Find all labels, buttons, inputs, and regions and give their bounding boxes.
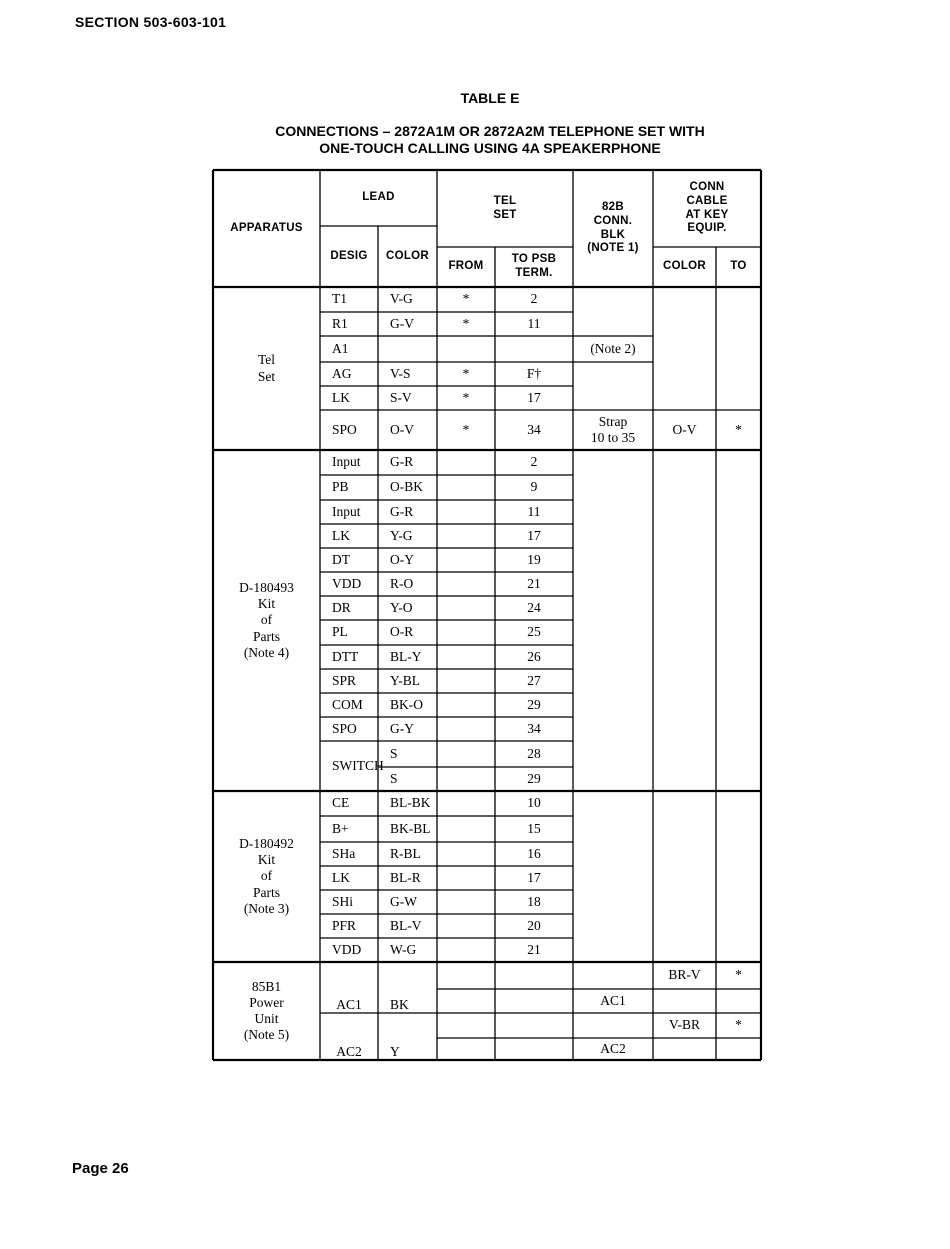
from-cell bbox=[437, 791, 495, 816]
to-psb-cell: 17 bbox=[527, 527, 541, 543]
desig-cell: VDD bbox=[332, 941, 362, 957]
header-color: COLOR bbox=[385, 249, 430, 262]
table-title-line1: CONNECTIONS – 2872A1M OR 2872A2M TELEPHONE SET WITH bbox=[275, 123, 705, 139]
to-psb-cell: 29 bbox=[527, 770, 541, 786]
to-psb-cell: 11 bbox=[527, 315, 541, 331]
color-cell: BL-Y bbox=[390, 648, 422, 664]
conn-strap: Strap 10 to 35 bbox=[590, 413, 636, 445]
desig-cell: SHi bbox=[332, 893, 354, 909]
section-number: SECTION 503-603-101 bbox=[75, 14, 227, 30]
from-cell bbox=[437, 866, 495, 890]
spo-cable-to: * bbox=[735, 421, 742, 437]
color-cell bbox=[378, 336, 437, 362]
to-psb-cell: 9 bbox=[530, 479, 538, 495]
desig-cell: T1 bbox=[332, 291, 347, 307]
to-psb-cell: 34 bbox=[527, 421, 541, 437]
header-lead: LEAD bbox=[362, 191, 395, 204]
to-psb-cell: 18 bbox=[527, 893, 541, 909]
color-cell: S bbox=[390, 745, 398, 761]
color-cell: BL-R bbox=[390, 869, 421, 885]
to-psb-cell: 17 bbox=[527, 389, 541, 405]
from-cell bbox=[437, 914, 495, 938]
from-cell bbox=[437, 890, 495, 914]
color-cell: BK-BL bbox=[390, 820, 431, 836]
from-cell bbox=[437, 572, 495, 596]
color-cell: W-G bbox=[390, 941, 417, 957]
to-psb-cell: 10 bbox=[527, 795, 541, 811]
to-psb-cell: 2 bbox=[530, 454, 538, 470]
desig-cell: Input bbox=[332, 454, 361, 470]
to-psb-cell: 28 bbox=[527, 745, 541, 761]
color-cell: R-O bbox=[390, 575, 414, 591]
desig-cell: COM bbox=[332, 696, 363, 712]
header-cable-to: TO bbox=[730, 260, 747, 273]
header-to-psb: TO PSB TERM. bbox=[511, 253, 557, 279]
color-cell: G-R bbox=[390, 503, 414, 519]
desig-cell: SHa bbox=[332, 845, 356, 861]
color-cell: S-V bbox=[390, 389, 412, 405]
desig-cell: SPR bbox=[332, 672, 357, 688]
spo-cable-color: O-V bbox=[672, 421, 697, 437]
power-cable-color-2: V-BR bbox=[668, 1017, 700, 1033]
color-cell: O-Y bbox=[390, 551, 414, 567]
from-cell bbox=[437, 524, 495, 548]
to-psb-cell: 34 bbox=[527, 720, 541, 736]
to-psb-cell: 2 bbox=[530, 291, 538, 307]
desig-cell: R1 bbox=[332, 315, 348, 331]
power-conn-ac1: AC1 bbox=[600, 992, 626, 1008]
from-cell: * bbox=[462, 291, 470, 307]
from-cell bbox=[437, 717, 495, 741]
header-tel-set: TEL SET bbox=[493, 194, 517, 221]
color-cell: BL-BK bbox=[390, 795, 431, 811]
desig-cell: VDD bbox=[332, 575, 362, 591]
header-apparatus: APPARATUS bbox=[230, 221, 303, 234]
power-cable-color-1: BR-V bbox=[668, 967, 701, 983]
header-cable-color: COLOR bbox=[662, 260, 707, 273]
power-desig-ac2: AC2 bbox=[336, 1043, 362, 1059]
color-cell: G-R bbox=[390, 454, 414, 470]
color-cell: O-BK bbox=[390, 479, 423, 495]
desig-cell: PL bbox=[332, 624, 348, 640]
table-title-line2: ONE-TOUCH CALLING USING 4A SPEAKERPHONE bbox=[319, 140, 661, 156]
header-desig: DESIG bbox=[330, 249, 368, 262]
group-85b1: 85B1 Power Unit (Note 5) bbox=[243, 978, 290, 1043]
from-cell bbox=[437, 741, 495, 767]
table-label: TABLE E bbox=[460, 90, 520, 106]
to-psb-cell: 29 bbox=[527, 696, 541, 712]
switch-label: SWITCH bbox=[332, 757, 384, 773]
to-psb-cell: 17 bbox=[527, 869, 541, 885]
from-cell: * bbox=[462, 389, 470, 405]
desig-cell: CE bbox=[332, 795, 350, 811]
from-cell bbox=[437, 938, 495, 962]
desig-cell: AG bbox=[332, 365, 352, 381]
color-cell: S bbox=[390, 770, 398, 786]
from-cell bbox=[437, 620, 495, 645]
from-cell: * bbox=[462, 365, 470, 381]
color-cell: R-BL bbox=[390, 845, 421, 861]
header-82b-conn-blk: 82B CONN. BLK (NOTE 1) bbox=[587, 200, 639, 255]
desig-cell: DR bbox=[332, 599, 351, 615]
power-conn-ac2: AC2 bbox=[600, 1040, 626, 1056]
page-number: Page 26 bbox=[72, 1160, 129, 1177]
desig-cell: LK bbox=[332, 527, 350, 543]
to-psb-cell: F† bbox=[526, 365, 542, 381]
to-psb-cell: 25 bbox=[527, 624, 541, 640]
group-tel-set: Tel Set bbox=[257, 352, 276, 384]
color-cell: V-S bbox=[390, 365, 411, 381]
from-cell bbox=[437, 842, 495, 866]
desig-cell: SPO bbox=[332, 421, 357, 437]
desig-cell: SPO bbox=[332, 720, 357, 736]
desig-cell: LK bbox=[332, 389, 350, 405]
color-cell: O-V bbox=[390, 421, 414, 437]
header-from: FROM bbox=[448, 260, 484, 273]
power-desig-ac1: AC1 bbox=[336, 996, 362, 1012]
group-d180492: D-180492 Kit of Parts (Note 3) bbox=[239, 836, 294, 916]
header-conn-cable: CONN CABLE AT KEY EQUIP. bbox=[685, 180, 729, 235]
power-cable-to-1: * bbox=[735, 967, 742, 983]
desig-cell: A1 bbox=[332, 340, 349, 356]
color-cell: G-Y bbox=[390, 720, 414, 736]
to-psb-cell: 16 bbox=[527, 845, 541, 861]
to-psb-cell: 20 bbox=[527, 917, 541, 933]
from-cell bbox=[437, 645, 495, 669]
desig-cell: LK bbox=[332, 869, 350, 885]
to-psb-cell: 11 bbox=[527, 503, 541, 519]
conn-note2: (Note 2) bbox=[590, 340, 636, 356]
color-cell: Y-BL bbox=[390, 672, 420, 688]
desig-cell: DTT bbox=[332, 648, 359, 664]
to-psb-cell: 26 bbox=[527, 648, 541, 664]
to-psb-cell: 21 bbox=[527, 575, 541, 591]
to-psb-cell: 27 bbox=[527, 672, 541, 688]
to-psb-cell bbox=[495, 336, 573, 362]
from-cell bbox=[437, 693, 495, 717]
power-cable-to-2: * bbox=[735, 1017, 742, 1033]
to-psb-cell: 19 bbox=[527, 551, 541, 567]
desig-cell: B+ bbox=[332, 820, 349, 836]
from-cell bbox=[437, 548, 495, 572]
to-psb-cell: 15 bbox=[527, 820, 541, 836]
color-cell: O-R bbox=[390, 624, 414, 640]
desig-cell: DT bbox=[332, 551, 350, 567]
from-cell bbox=[437, 816, 495, 842]
from-cell: * bbox=[462, 421, 470, 437]
from-cell bbox=[437, 475, 495, 500]
power-color-ac2: Y bbox=[390, 1043, 400, 1059]
from-cell: * bbox=[462, 315, 470, 331]
from-cell bbox=[437, 450, 495, 475]
color-cell: BL-V bbox=[390, 917, 422, 933]
from-cell bbox=[437, 669, 495, 693]
color-cell: Y-O bbox=[390, 599, 413, 615]
color-cell: G-W bbox=[390, 893, 417, 909]
group-d180493: D-180493 Kit of Parts (Note 4) bbox=[239, 580, 294, 660]
desig-cell: PFR bbox=[332, 917, 357, 933]
to-psb-cell: 21 bbox=[527, 941, 541, 957]
from-cell bbox=[437, 336, 495, 362]
desig-cell: PB bbox=[332, 479, 349, 495]
from-cell bbox=[437, 767, 495, 791]
color-cell: Y-G bbox=[390, 527, 413, 543]
color-cell: V-G bbox=[390, 291, 413, 307]
desig-cell: Input bbox=[332, 503, 361, 519]
color-cell: BK-O bbox=[390, 696, 423, 712]
from-cell bbox=[437, 596, 495, 620]
power-color-ac1: BK bbox=[390, 996, 409, 1012]
from-cell bbox=[437, 500, 495, 524]
to-psb-cell: 24 bbox=[527, 599, 541, 615]
color-cell: G-V bbox=[390, 315, 414, 331]
